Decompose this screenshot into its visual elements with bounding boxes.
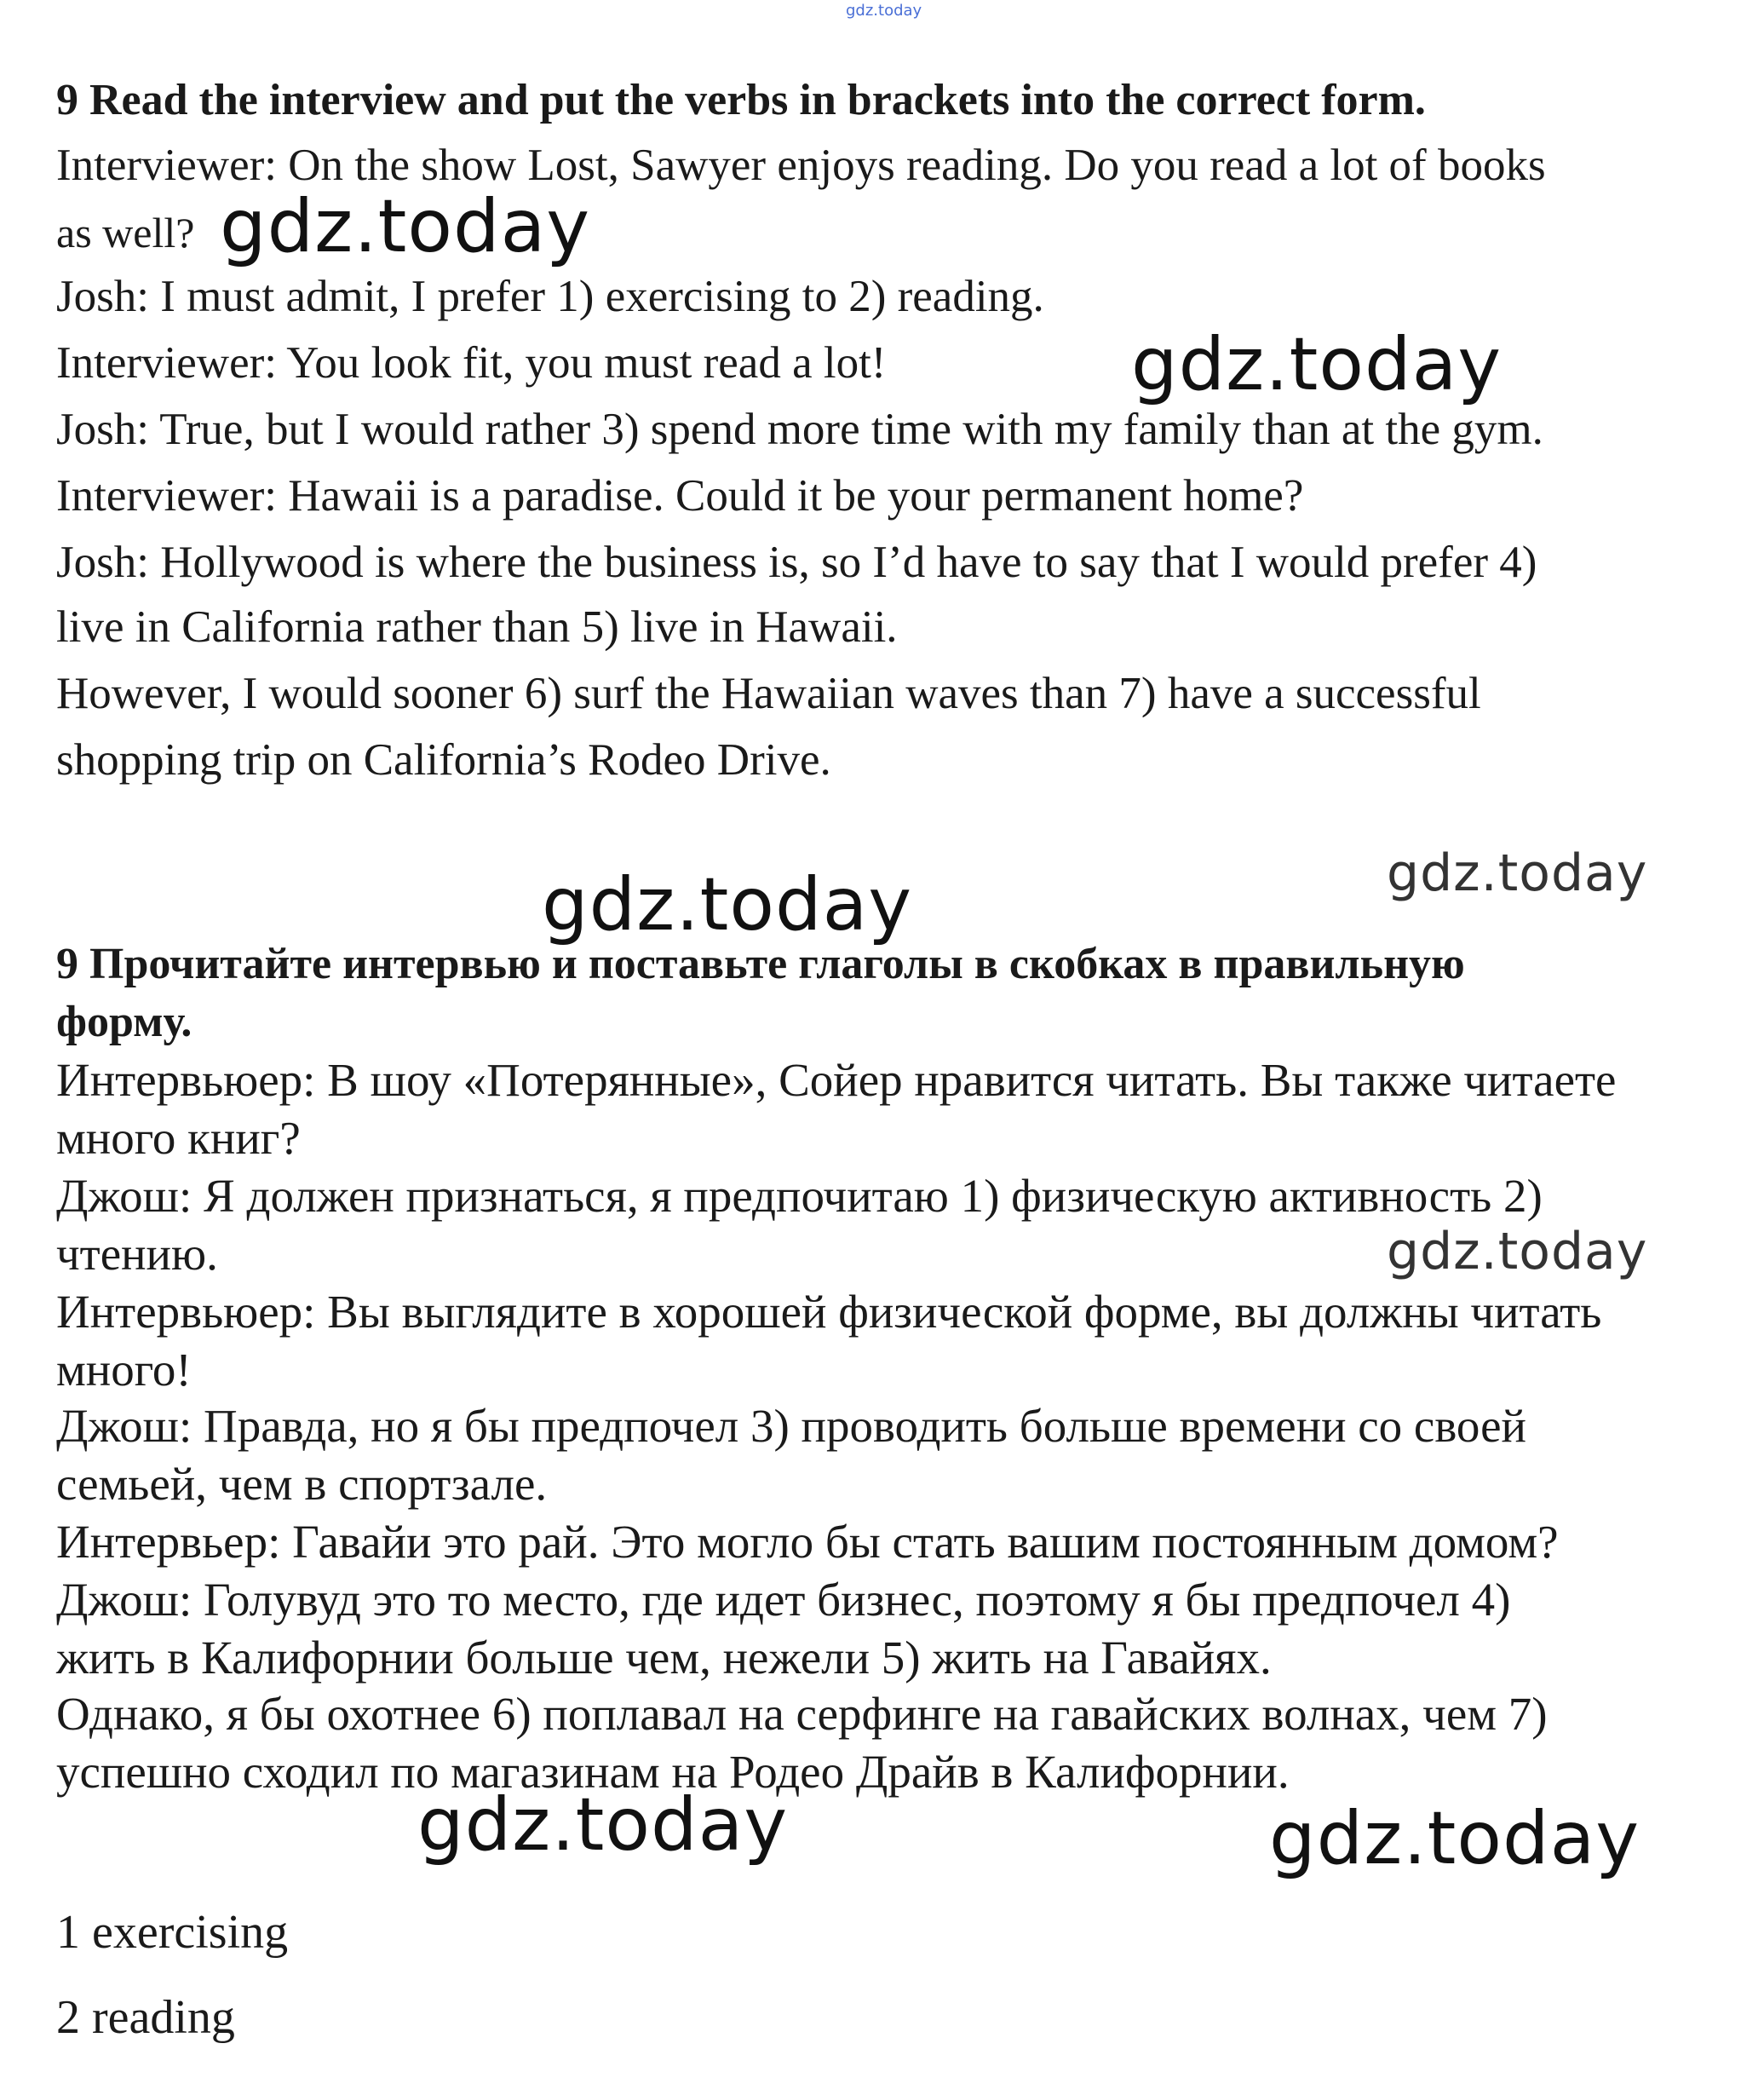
russian-line: жить в Калифорнии больше чем, нежели 5) жить на Гавайях. bbox=[56, 1632, 1272, 1684]
english-task-heading: 9 Read the interview and put the verbs in brackets into the correct form. bbox=[56, 76, 1426, 124]
watermark: gdz.today bbox=[220, 184, 591, 269]
english-line: Josh: True, but I would rather 3) spend more time with my family than at the gym. bbox=[56, 405, 1543, 454]
russian-line: чтению. bbox=[56, 1228, 218, 1280]
watermark: gdz.today bbox=[1387, 843, 1648, 903]
russian-line: Джош: Я должен признаться, я предпочитаю 1) физическую активность 2) bbox=[56, 1170, 1543, 1222]
english-line: However, I would sooner 6) surf the Hawaiian waves than 7) have a successful bbox=[56, 669, 1481, 718]
english-line: as well? bbox=[56, 209, 195, 256]
russian-line: Интервьер: Гавайи это рай. Это могло бы стать вашим постоянным домом? bbox=[56, 1516, 1559, 1568]
english-line: shopping trip on California’s Rodeo Drive. bbox=[56, 735, 831, 785]
russian-line: Джош: Голувуд это то место, где идет бизнес, поэтому я бы предпочел 4) bbox=[56, 1574, 1511, 1626]
russian-line: Джош: Правда, но я бы предпочел 3) проводить больше времени со своей bbox=[56, 1400, 1526, 1452]
russian-task-heading: форму. bbox=[56, 998, 192, 1046]
russian-line: успешно сходил по магазинам на Родео Драйв в Калифорнии. bbox=[56, 1746, 1290, 1798]
english-line: live in California rather than 5) live in Hawaii. bbox=[56, 602, 898, 652]
english-line: Josh: Hollywood is where the business is, so I’d have to say that I would prefer 4) bbox=[56, 538, 1537, 587]
watermark: gdz.today bbox=[542, 862, 913, 947]
english-line: Interviewer: On the show Lost, Sawyer enjoys reading. Do you read a lot of books bbox=[56, 141, 1546, 190]
answer-item: 2 reading bbox=[56, 1991, 235, 2044]
english-line: Interviewer: Hawaii is a paradise. Could it be your permanent home? bbox=[56, 471, 1304, 521]
russian-line: Однако, я бы охотнее 6) поплавал на серфинге на гавайских волнах, чем 7) bbox=[56, 1688, 1548, 1740]
watermark: gdz.today bbox=[1387, 1222, 1648, 1281]
russian-line: Интервьюер: В шоу «Потерянные», Сойер нравится читать. Вы также читаете bbox=[56, 1054, 1617, 1106]
russian-line: много! bbox=[56, 1344, 192, 1396]
russian-line: много книг? bbox=[56, 1112, 301, 1164]
english-line: Josh: I must admit, I prefer 1) exercising to 2) reading. bbox=[56, 272, 1044, 321]
watermark: gdz.today bbox=[1269, 1796, 1640, 1881]
watermark: gdz.today bbox=[1131, 322, 1503, 407]
russian-task-heading: 9 Прочитайте интервью и поставьте глаголы в скобках в правильную bbox=[56, 940, 1465, 988]
russian-line: семьей, чем в спортзале. bbox=[56, 1458, 548, 1510]
english-line: Interviewer: You look fit, you must read a lot! bbox=[56, 338, 887, 388]
russian-line: Интервьюер: Вы выглядите в хорошей физической форме, вы должны читать bbox=[56, 1286, 1602, 1338]
answer-item: 1 exercising bbox=[56, 1906, 289, 1959]
site-mark: gdz.today bbox=[846, 2, 922, 20]
watermark: gdz.today bbox=[417, 1782, 789, 1868]
